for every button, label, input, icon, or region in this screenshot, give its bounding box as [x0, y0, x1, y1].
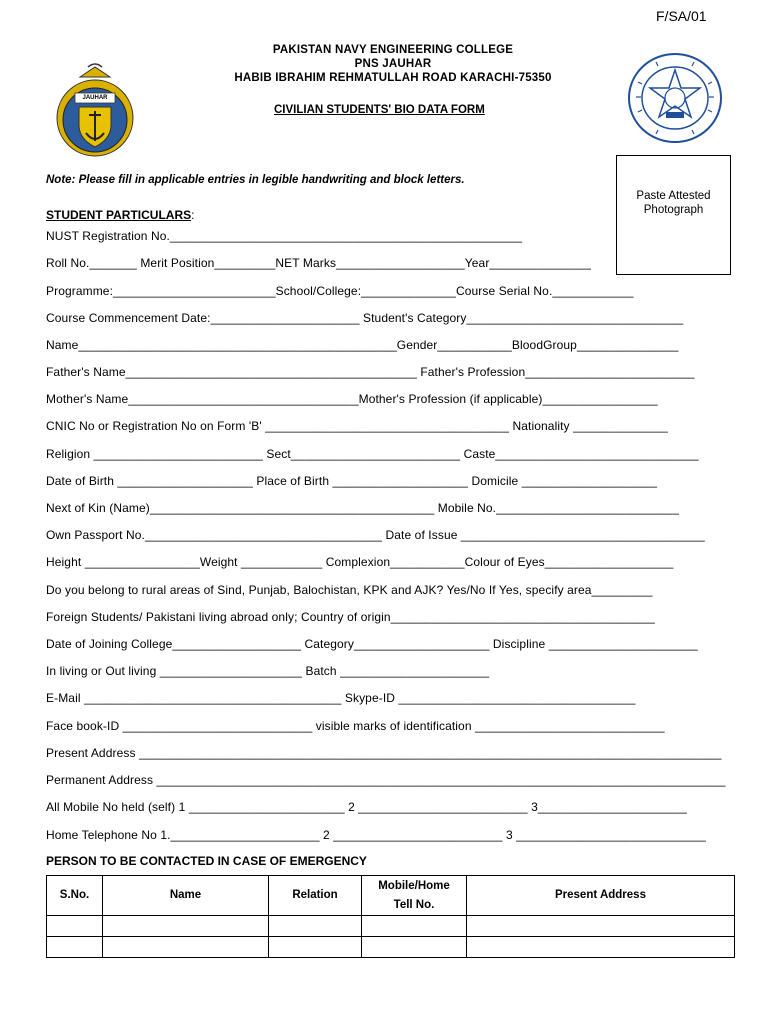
field-father[interactable]: Father's Name___________________________________________ Father's Profession_________________________ — [46, 365, 695, 379]
table-row — [47, 916, 735, 937]
college-address: HABIB IBRAHIM REHMATULLAH ROAD KARACHI-75350 — [234, 72, 552, 84]
field-birth-domicile[interactable]: Date of Birth ____________________ Place of Birth ____________________ Domicile ____________________ — [46, 474, 658, 488]
field-physical[interactable]: Height _________________Weight ____________ Complexion___________Colour of Eyes___________________ — [46, 555, 674, 569]
form-code: F/SA/01 — [656, 8, 707, 24]
field-country-origin[interactable]: Foreign Students/ Pakistani living abroad only; Country of origin_______________________________________ — [46, 610, 655, 624]
student-particulars-title: STUDENT PARTICULARS — [46, 208, 192, 222]
field-commencement-category[interactable]: Course Commencement Date:______________________ Student's Category________________________________ — [46, 311, 684, 325]
field-mobile-numbers[interactable]: All Mobile No held (self) 1 _______________________ 2 _________________________ 3______________________ — [46, 800, 687, 814]
pns-jauhar-crest-icon — [50, 63, 140, 158]
col-relation: Relation — [269, 876, 362, 916]
field-programme-school-course[interactable]: Programme:________________________School/College:______________Course Serial No.____________ — [46, 284, 634, 298]
form-title: CIVILIAN STUDENTS' BIO DATA FORM — [274, 104, 485, 116]
field-permanent-address[interactable]: Permanent Address ____________________________________________________________________________________ — [46, 773, 726, 787]
nust-seal-icon — [626, 52, 724, 144]
emergency-contact-table — [46, 875, 735, 958]
cell[interactable] — [467, 937, 735, 958]
emergency-heading: PERSON TO BE CONTACTED IN CASE OF EMERGENCY — [46, 854, 367, 868]
student-particulars-heading — [46, 208, 194, 222]
field-facebook-marks[interactable]: Face book-ID ____________________________ visible marks of identification ____________________________ — [46, 719, 665, 733]
field-next-of-kin[interactable]: Next of Kin (Name)__________________________________________ Mobile No.___________________________ — [46, 501, 680, 515]
photograph-box[interactable] — [616, 155, 731, 275]
college-name: PAKISTAN NAVY ENGINEERING COLLEGE — [272, 44, 514, 56]
field-cnic-nationality[interactable]: CNIC No or Registration No on Form 'B' ____________________________________ Nationality ______________ — [46, 419, 668, 433]
student-particulars-colon: : — [191, 208, 195, 222]
cell[interactable] — [362, 916, 467, 937]
cell[interactable] — [467, 916, 735, 937]
col-mobile-line2: Tell No. — [393, 898, 435, 911]
field-nust-registration[interactable]: NUST Registration No.____________________________________________________ — [46, 229, 523, 243]
col-sno: S.No. — [47, 876, 103, 916]
field-email-skype[interactable]: E-Mail ______________________________________ Skype-ID ___________________________________ — [46, 691, 636, 705]
field-joining-category-discipline[interactable]: Date of Joining College___________________ Category____________________ Discipline ______________________ — [46, 637, 698, 651]
field-living-batch[interactable]: In living or Out living _____________________ Batch ______________________ — [46, 664, 490, 678]
col-mobile — [362, 876, 467, 916]
col-mobile-line1: Mobile/Home — [378, 879, 450, 892]
field-name-gender-blood[interactable]: Name_______________________________________________Gender___________BloodGroup_______________ — [46, 338, 679, 352]
field-home-telephone[interactable]: Home Telephone No 1.______________________ 2 _________________________ 3 ____________________________ — [46, 828, 706, 842]
field-roll-merit-net-year[interactable]: Roll No._______ Merit Position_________NET Marks___________________Year_______________ — [46, 256, 592, 270]
col-name: Name — [103, 876, 269, 916]
crest-banner: JAUHAR — [82, 95, 108, 101]
photo-box-label-1: Paste Attested — [636, 190, 711, 202]
cell[interactable] — [269, 916, 362, 937]
cell[interactable] — [47, 916, 103, 937]
cell[interactable] — [103, 937, 269, 958]
field-religion-sect-caste[interactable]: Religion _________________________ Sect_________________________ Caste______________________________ — [46, 447, 699, 461]
cell[interactable] — [103, 916, 269, 937]
cell[interactable] — [47, 937, 103, 958]
table-header-row — [47, 876, 735, 916]
field-present-address[interactable]: Present Address ______________________________________________________________________________________ — [46, 746, 722, 760]
photo-box-label-2: Photograph — [643, 204, 704, 216]
unit-name: PNS JAUHAR — [354, 58, 432, 70]
field-mother[interactable]: Mother's Name__________________________________Mother's Profession (if applicable)_________________ — [46, 392, 658, 406]
col-present-address: Present Address — [467, 876, 735, 916]
field-rural-area[interactable]: Do you belong to rural areas of Sind, Punjab, Balochistan, KPK and AJK? Yes/No If Yes, specify area_________ — [46, 583, 653, 597]
cell[interactable] — [362, 937, 467, 958]
instruction-note: Note: Please fill in applicable entries in legible handwriting and block letters. — [46, 174, 465, 186]
table-row — [47, 937, 735, 958]
field-passport[interactable]: Own Passport No.___________________________________ Date of Issue ____________________________________ — [46, 528, 705, 542]
cell[interactable] — [269, 937, 362, 958]
